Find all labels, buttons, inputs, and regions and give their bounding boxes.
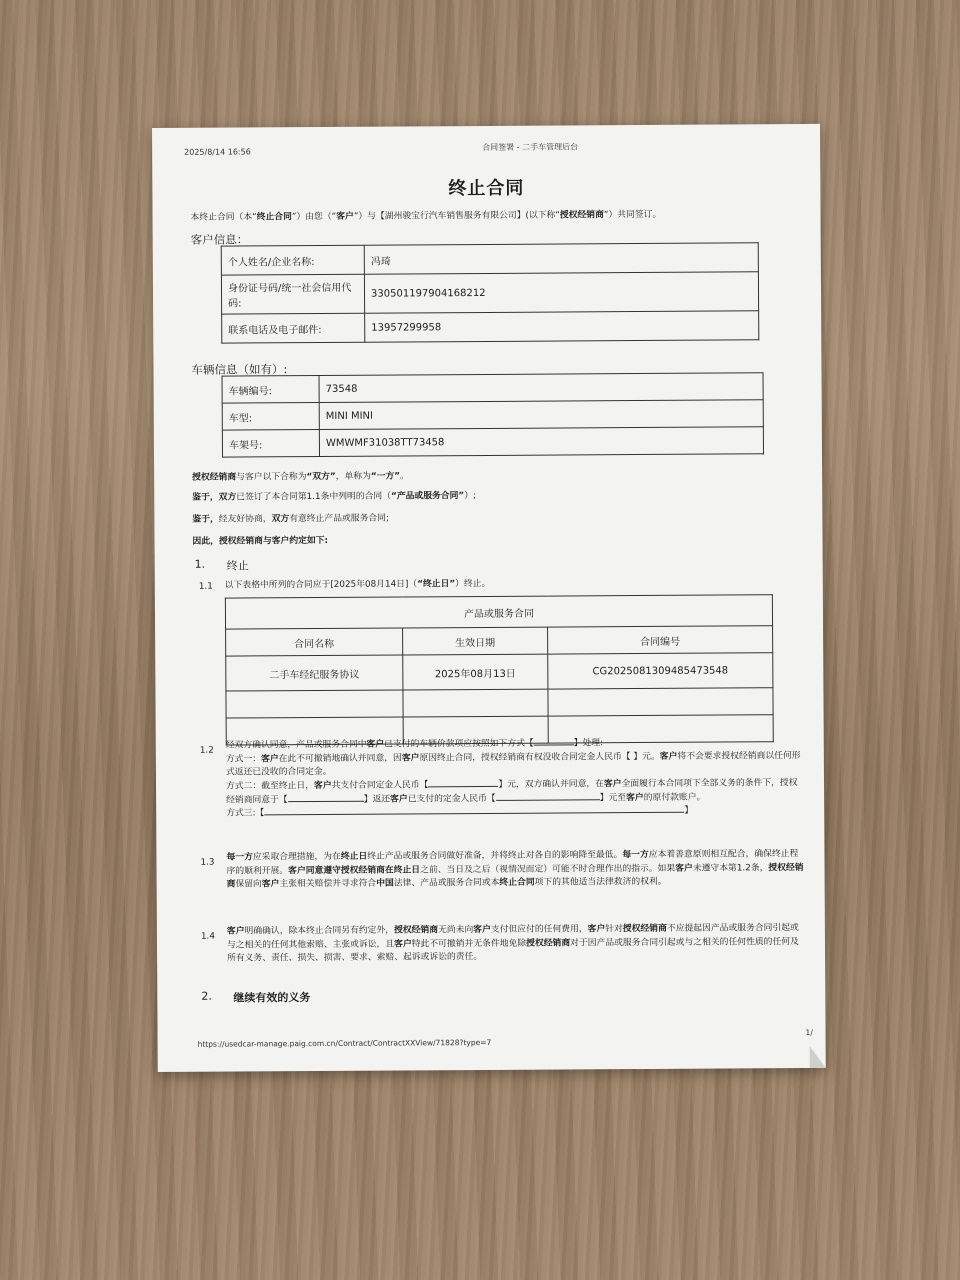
whereas-clause-1: 鉴于，双方已签订了本合同第1.1条中列明的合同（“产品或服务合同”）; <box>192 491 476 503</box>
table-row <box>226 626 773 656</box>
table-row <box>222 311 759 343</box>
table-row <box>226 653 773 691</box>
contract-number-cell: CG2025081309485473548 <box>548 653 773 689</box>
vehicle-vin-label: 车架号: <box>222 429 319 457</box>
table-row <box>221 272 758 314</box>
col-header-contract-name: 合同名称 <box>226 628 403 656</box>
clause-1-3-number: 1.3 <box>200 857 215 868</box>
customer-contact-value: 13957299958 <box>365 311 759 342</box>
empty-cell <box>226 690 403 718</box>
customer-name-value: 冯琦 <box>364 243 758 274</box>
page-number: 1/ <box>805 1027 813 1038</box>
section-1-number: 1. <box>194 557 206 571</box>
document-title: 终止合同 <box>448 177 525 200</box>
print-header-title: 合同签署 - 二手车管理后台 <box>482 142 579 152</box>
whereas-clause-2: 鉴于，经友好协商，双方有意终止产品或服务合同; <box>192 513 389 525</box>
contract-list-table <box>225 594 774 745</box>
clause-1-2-number: 1.2 <box>199 745 214 756</box>
section-2-number: 2. <box>201 989 212 1003</box>
empty-cell <box>403 689 548 717</box>
vehicle-model-label: 车型: <box>222 402 319 430</box>
clause-1-4-number: 1.4 <box>200 931 215 942</box>
table-row <box>222 400 763 430</box>
table-row <box>221 243 758 275</box>
clause-1-1-number: 1.1 <box>198 581 213 592</box>
effective-date-cell: 2025年08月13日 <box>403 654 548 690</box>
customer-contact-label: 联系电话及电子邮件: <box>222 313 365 343</box>
clause-1-4-text: 客户明确确认，除本终止合同另有约定外，授权经销商无尚未向客户支付但应付的任何费用，客户针对授权经销商不应提起因产品或服务合同引起或与之相关的任何其他索赔、主张或诉讼，且客户特此不可撤销并无条件地免除授权经销商对于因产品或服务合同引起或与之相关的任何性质的任何及所有义务、责任、损失、损害、要求、索赔、起诉或诉讼的责任。 <box>226 923 799 964</box>
section-1-title: 终止 <box>226 559 249 573</box>
vehicle-number-label: 车辆编号: <box>222 375 319 403</box>
therefore-clause: 因此，授权经销商与客户约定如下: <box>192 535 329 547</box>
empty-cell <box>548 688 773 716</box>
customer-id-value: 330501197904168212 <box>364 272 758 313</box>
clause-1-2-text: 经双方确认同意，产品或服务合同中客户已支付的车辆价款项应按照如下方式【 】处理: 方式一：客户在此不可撤销地确认并同意，因客户原因终止合同，授权经销商有权没收合同定金人民币【 】元。客户将不会要求授权经销商以任何形式返还已没收的合同定金。 方式二：截至终止日，客户共支付合同定金人民币【 】元，双方确认并同意，在客户全面履行本合同项下全部义务的条件下，授权经销商同意于【 】返还客户已支付的定金人民币【 】元至客户的原付款账户。 方式三:【 】 <box>225 738 801 819</box>
col-header-contract-number: 合同编号 <box>548 626 773 654</box>
vehicle-model-value: MINI MINI <box>319 400 763 430</box>
customer-info-table <box>221 242 760 343</box>
customer-name-label: 个人姓名/企业名称: <box>221 245 364 275</box>
vehicle-info-table <box>222 372 764 457</box>
vehicle-section-title: 车辆信息（如有）: <box>191 362 288 377</box>
table-row <box>222 373 763 403</box>
customer-section-title: 客户信息： <box>190 232 249 247</box>
table-row <box>226 688 773 718</box>
folded-corner <box>810 1046 826 1068</box>
contract-page <box>152 124 826 1072</box>
clause-1-3-text: 每一方应采取合理措施，为在终止日终止产品或服务合同做好准备，并将终止对各自的影响降至最低。每一方应本着善意原则相互配合，确保终止程序的顺利开展。客户同意遵守授权经销商在终止日之前、当日及之后（视情况而定）可能不时合理作出的指示。如果客户未遵守本第1.2条，授权经销商保留向客户主张相关赔偿并寻求符合中国法律、产品或服务合同或本终止合同项下的其他适当法律救济的权利。 <box>226 849 804 890</box>
intro-paragraph: 本终止合同（本“终止合同”）由您（“客户”）与【湖州骏宝行汽车销售服务有限公司】(以下称“授权经销商”）共同签订。 <box>190 209 662 223</box>
footer-url: https://usedcar-manage.paig.com.cn/Contract/ContractXXView/71828?type=7 <box>197 1037 492 1049</box>
vehicle-vin-value: WMWMF31038TT73458 <box>319 427 763 457</box>
customer-id-label: 身份证号码/统一社会信用代码: <box>221 274 364 314</box>
print-datetime: 2025/8/14 16:56 <box>184 147 251 157</box>
vehicle-number-value: 73548 <box>319 373 763 403</box>
contract-table-caption: 产品或服务合同 <box>225 595 772 629</box>
table-row <box>222 427 763 457</box>
parties-definition: 授权经销商与客户以下合称为“双方”，单称为“一方”。 <box>192 471 409 483</box>
section-2-title: 继续有效的义务 <box>233 991 311 1005</box>
table-row <box>225 595 772 629</box>
col-header-effective-date: 生效日期 <box>403 627 548 655</box>
clause-1-1-text: 以下表格中所列的合同应于[2025年08月14日]（“终止日”）终止。 <box>224 578 491 591</box>
contract-name-cell: 二手车经纪服务协议 <box>226 655 403 691</box>
